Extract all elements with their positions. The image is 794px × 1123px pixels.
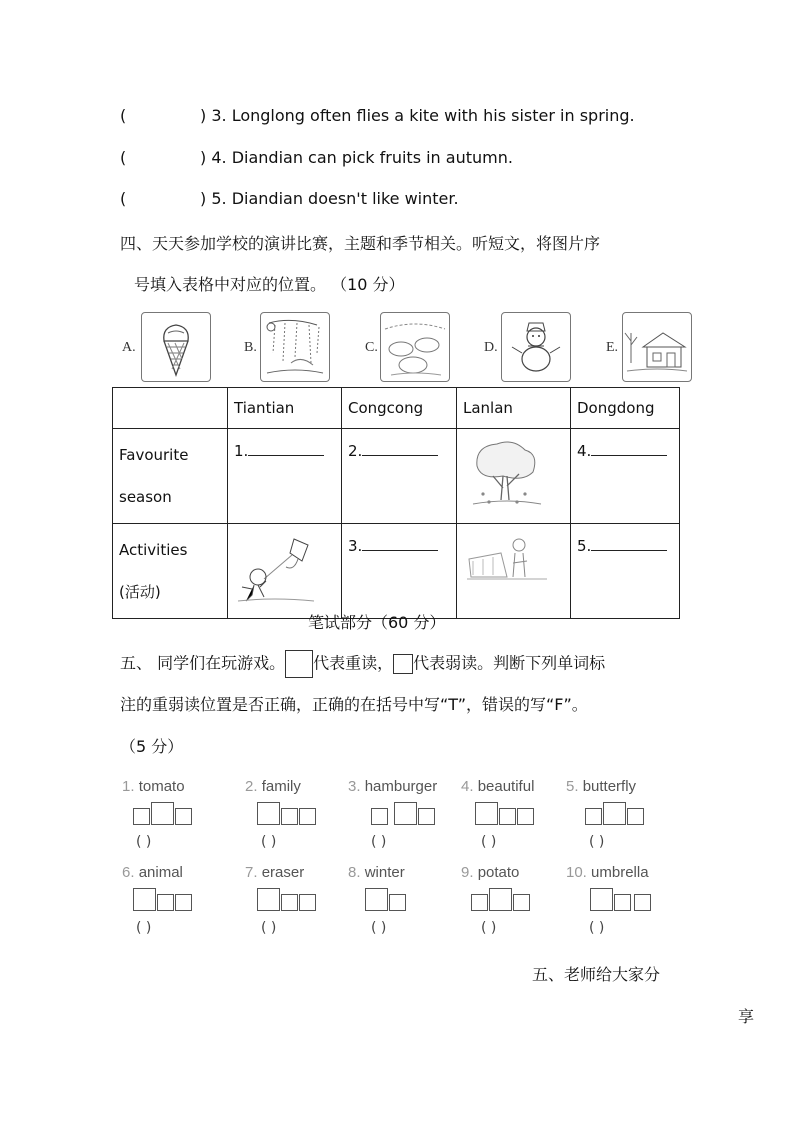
section4-instruction-line2: 号填入表格中对应的位置。 （10 分）: [134, 275, 405, 294]
header-tiantian: Tiantian: [228, 388, 342, 429]
section5-instruction-line2: 注的重弱读位置是否正确，正确的在括号中写“T”，错误的写“F”。: [120, 695, 588, 714]
word-4: 4. beautiful: [461, 778, 535, 795]
word-9: 9. potato: [461, 864, 520, 881]
word-10: 10. umbrella: [566, 864, 649, 881]
table-header-row: [113, 388, 680, 429]
answer-3-blank[interactable]: [362, 536, 438, 551]
word-7: 7. eraser: [245, 864, 305, 881]
row-label-favourite-season: Favourite season: [113, 429, 228, 524]
syllable-box: [627, 808, 644, 825]
syllable-box: [175, 894, 192, 911]
answer-paren-7[interactable]: ( ): [261, 920, 277, 936]
syllable-box: [257, 888, 280, 911]
syllable-box: [133, 888, 156, 911]
unstressed-box-legend: [393, 654, 413, 674]
section4-instruction-line1: 四、天天参加学校的演讲比赛，主题和季节相关。听短文，将图片序: [120, 234, 601, 253]
tf-text: 4. Diandian can pick fruits in autumn.: [211, 148, 513, 167]
stressed-box-legend: [285, 650, 313, 678]
syllable-box: [614, 894, 631, 911]
section5-instruction-line3: （5 分）: [120, 737, 184, 756]
syllable-box: [513, 894, 530, 911]
table-row-season: [113, 429, 680, 524]
answer-4-cell[interactable]: 4.: [571, 429, 680, 524]
answer-1-blank[interactable]: [248, 441, 324, 456]
section5-instruction-line1: 五、 同学们在玩游戏。 代表重读， 代表弱读。判断下列单词标: [120, 650, 605, 678]
answer-4-blank[interactable]: [591, 441, 667, 456]
word-3: 3. hamburger: [348, 778, 438, 795]
word-1: 1. tomato: [122, 778, 185, 795]
swimming-scene-cell: [457, 524, 571, 619]
tf-item-3: ( ) 3. Longlong often flies a kite with his sister in spring.: [120, 106, 635, 125]
kite-boy-cell: [228, 524, 342, 619]
answer-paren-10[interactable]: ( ): [589, 920, 605, 936]
snowy-house-icon: [622, 312, 692, 382]
autumn-tree-icon: [463, 436, 551, 512]
table-row-activities: [113, 524, 680, 619]
syllable-box: [175, 808, 192, 825]
answer-5-cell[interactable]: 5.: [571, 524, 680, 619]
syllable-box: [603, 802, 626, 825]
syllable-box: [489, 888, 512, 911]
answer-3-cell[interactable]: 3.: [342, 524, 457, 619]
answer-paren-2[interactable]: ( ): [261, 834, 277, 850]
answer-2-blank[interactable]: [362, 441, 438, 456]
syllable-box: [151, 802, 174, 825]
beach-scene-icon: [463, 531, 551, 607]
snowman-icon: [501, 312, 571, 382]
summer-pond-icon: [380, 312, 450, 382]
answer-paren-5[interactable]: ( ): [589, 834, 605, 850]
flying-kite-icon: [234, 531, 322, 607]
tf-text: 3. Longlong often flies a kite with his sister in spring.: [211, 106, 635, 125]
tf-item-4: ( ) 4. Diandian can pick fruits in autumn.: [120, 148, 513, 167]
footer-line-1: 五、老师给大家分: [532, 965, 661, 984]
word-6: 6. animal: [122, 864, 183, 881]
syllable-box: [281, 894, 298, 911]
word-8: 8. winter: [348, 864, 405, 881]
answer-paren-6[interactable]: ( ): [136, 920, 152, 936]
syllable-box: [281, 808, 298, 825]
syllable-box: [157, 894, 174, 911]
row-label-activities: Activities (活动): [113, 524, 228, 619]
syllable-box: [475, 802, 498, 825]
syllable-box: [634, 894, 651, 911]
written-part-title: 笔试部分（60 分）: [308, 613, 446, 632]
tf-item-5: ( ) 5. Diandian doesn't like winter.: [120, 189, 459, 208]
syllable-box: [299, 808, 316, 825]
answer-paren-8[interactable]: ( ): [371, 920, 387, 936]
header-cell-empty: [113, 388, 228, 429]
syllable-box: [299, 894, 316, 911]
syllable-box: [590, 888, 613, 911]
answer-paren-3[interactable]: ( ): [371, 834, 387, 850]
syllable-box: [499, 808, 516, 825]
syllable-box: [133, 808, 150, 825]
spring-tree-icon: [260, 312, 330, 382]
header-lanlan: Lanlan: [457, 388, 571, 429]
header-congcong: Congcong: [342, 388, 457, 429]
answer-5-blank[interactable]: [591, 536, 667, 551]
syllable-box: [389, 894, 406, 911]
syllable-box: [585, 808, 602, 825]
syllable-box: [257, 802, 280, 825]
syllable-box: [371, 808, 388, 825]
syllable-box: [394, 802, 417, 825]
word-2: 2. family: [245, 778, 301, 795]
tf-text: 5. Diandian doesn't like winter.: [211, 189, 459, 208]
answer-2-cell[interactable]: 2.: [342, 429, 457, 524]
syllable-box: [471, 894, 488, 911]
word-5: 5. butterfly: [566, 778, 637, 795]
syllable-box: [365, 888, 388, 911]
answer-paren-9[interactable]: ( ): [481, 920, 497, 936]
footer-line-2: 享: [738, 1007, 755, 1026]
answer-1-cell[interactable]: 1.: [228, 429, 342, 524]
syllable-box: [517, 808, 534, 825]
answer-paren-1[interactable]: ( ): [136, 834, 152, 850]
autumn-tree-cell: [457, 429, 571, 524]
season-table: [112, 387, 680, 619]
header-dongdong: Dongdong: [571, 388, 680, 429]
syllable-box: [418, 808, 435, 825]
ice-cream-icon: [141, 312, 211, 382]
answer-paren-4[interactable]: ( ): [481, 834, 497, 850]
